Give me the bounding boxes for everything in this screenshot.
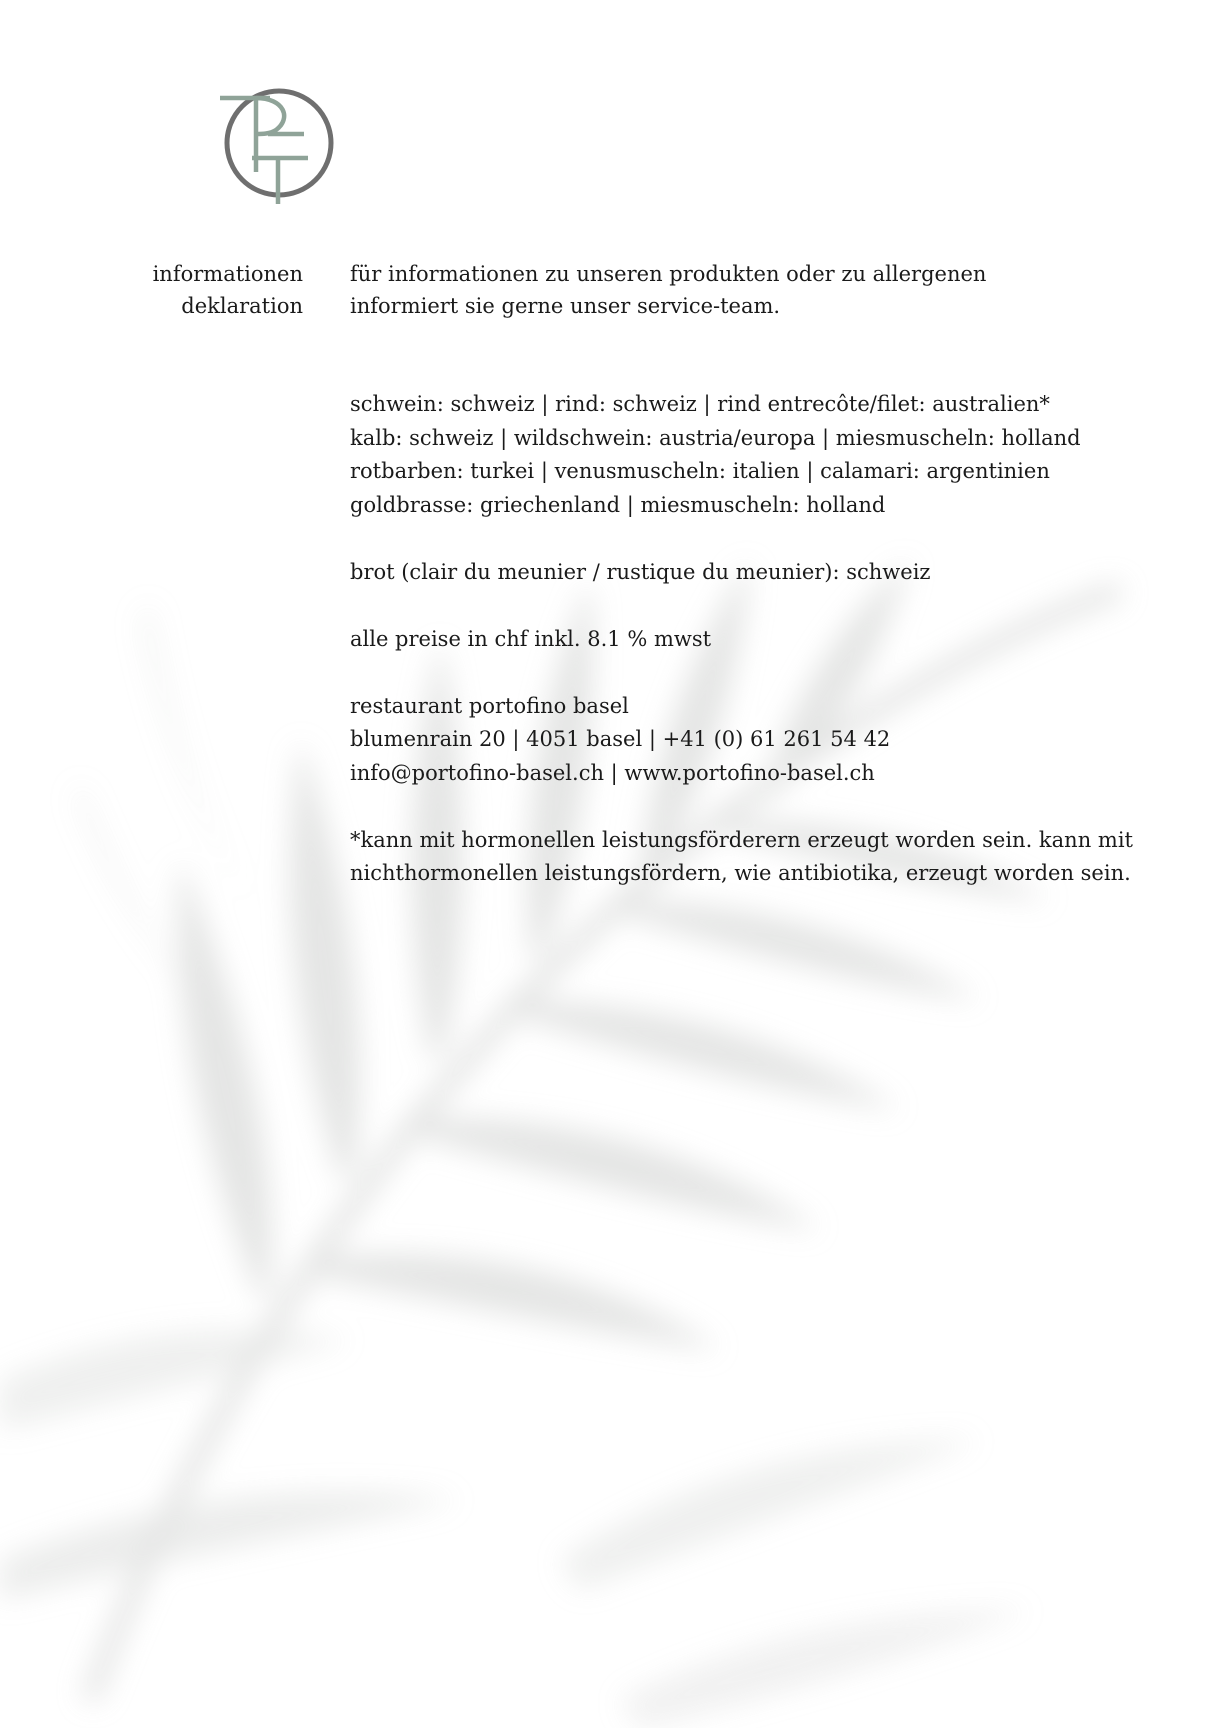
origin-line: rotbarben: turkei | venusmuscheln: italien | calamari: argentinien (350, 459, 1050, 483)
label-informationen: informationen (152, 262, 303, 286)
footnote-line: *kann mit hormonellen leistungsförderern erzeugt worden sein. kann mit (350, 827, 1133, 852)
intro-line: informiert sie gerne unser service-team. (350, 294, 781, 318)
footnote-line: nichthormonellen leistungsfördern, wie antibiotika, erzeugt worden sein. (350, 861, 1131, 885)
origins-paragraph (350, 388, 1170, 522)
footnote-paragraph (350, 824, 1170, 891)
intro-paragraph (350, 258, 1170, 322)
prices-paragraph (350, 623, 1170, 657)
intro-line: für informationen zu unseren produkten oder zu allergenen (350, 262, 987, 286)
origin-line: kalb: schweiz | wildschwein: austria/europa | miesmuscheln: holland (350, 425, 1081, 450)
bread-paragraph (350, 556, 1170, 590)
prices-line: alle preise in chf inkl. 8.1 % mwst (350, 626, 712, 651)
origin-line: goldbrasse: griechenland | miesmuscheln: holland (350, 492, 886, 517)
label-deklaration: deklaration (181, 294, 303, 318)
origin-line: schwein: schweiz | rind: schweiz | rind entrecôte/filet: australien* (350, 392, 1050, 416)
address-phone: blumenrain 20 | 4051 basel | +41 (0) 61 261 54 42 (350, 727, 891, 751)
bread-line: brot (clair du meunier / rustique du meunier): schweiz (350, 559, 931, 584)
declaration-text (350, 258, 1170, 891)
contact-paragraph (350, 690, 1170, 791)
restaurant-name: restaurant portofino basel (350, 693, 629, 718)
section-labels (110, 258, 303, 322)
pf-monogram-logo (218, 82, 340, 204)
email-website: info@portofino-basel.ch | www.portofino-basel.ch (350, 760, 875, 785)
